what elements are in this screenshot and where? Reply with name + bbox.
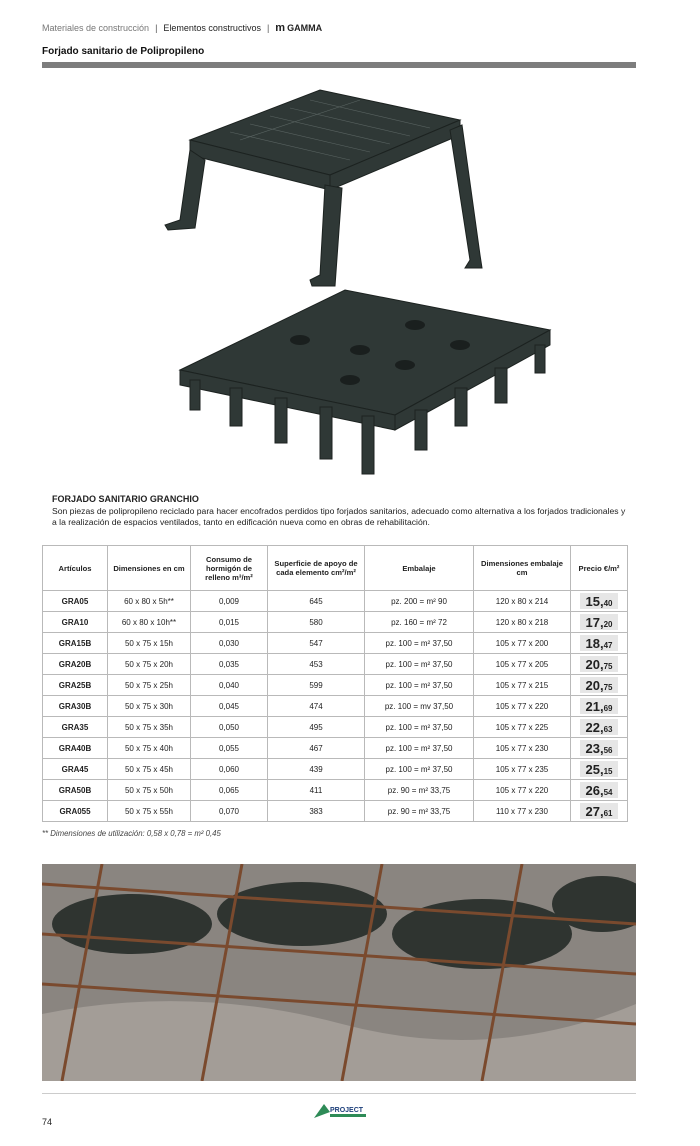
price-badge [580, 803, 619, 819]
logo-text: PROJECT [330, 1107, 364, 1114]
cell-articulo: GRA15B [43, 633, 108, 654]
project-logo [310, 1100, 372, 1122]
cell-precio [571, 801, 628, 822]
title-bar-divider [42, 62, 636, 68]
breadcrumb-section: Elementos constructivos [163, 23, 261, 33]
brand-name: GAMMA [287, 23, 323, 33]
tall-module-shape [165, 90, 482, 286]
cell-embalaje: pz. 100 = mv 37,50 [365, 696, 474, 717]
cell-precio [571, 738, 628, 759]
table-row [43, 717, 628, 738]
price-integer: 17, [585, 615, 604, 630]
cell-superficie: 439 [268, 759, 365, 780]
cell-embalaje: pz. 100 = m² 37,50 [365, 633, 474, 654]
cell-precio [571, 654, 628, 675]
price-integer: 22, [585, 720, 604, 735]
cell-dimensiones: 50 x 75 x 55h [108, 801, 191, 822]
cell-superficie: 411 [268, 780, 365, 801]
cell-articulo: GRA05 [43, 591, 108, 612]
cell-superficie: 495 [268, 717, 365, 738]
cell-superficie: 547 [268, 633, 365, 654]
brand-logo-icon: m [275, 22, 285, 34]
cell-dimensiones: 50 x 75 x 40h [108, 738, 191, 759]
cell-articulo: GRA10 [43, 612, 108, 633]
cell-superficie: 580 [268, 612, 365, 633]
cell-consumo: 0,030 [191, 633, 268, 654]
breadcrumb-category: Materiales de construcción [42, 23, 150, 33]
price-badge [580, 782, 619, 798]
price-decimal: 47 [603, 641, 613, 650]
page-number: 74 [42, 1117, 53, 1127]
cell-consumo: 0,050 [191, 717, 268, 738]
table-row [43, 612, 628, 633]
cell-articulo: GRA055 [43, 801, 108, 822]
price-integer: 18, [585, 636, 604, 651]
footer-divider [42, 1093, 636, 1094]
price-integer: 20, [585, 657, 604, 672]
col-consumo: Consumo de hormigón de relleno m³/m² [191, 546, 268, 591]
cell-embalaje: pz. 90 = m² 33,75 [365, 801, 474, 822]
wide-module-shape [180, 290, 550, 474]
price-integer: 25, [585, 762, 604, 777]
col-embalaje: Embalaje [365, 546, 474, 591]
cell-dim-embalaje: 105 x 77 x 235 [474, 759, 571, 780]
page-title: Forjado sanitario de Polipropileno [42, 46, 205, 57]
price-badge [580, 593, 619, 609]
price-integer: 23, [585, 741, 604, 756]
cell-articulo: GRA45 [43, 759, 108, 780]
price-decimal: 69 [603, 704, 613, 713]
price-decimal: 63 [603, 725, 613, 734]
product-photo [150, 80, 570, 485]
cell-dimensiones: 50 x 75 x 15h [108, 633, 191, 654]
cell-articulo: GRA40B [43, 738, 108, 759]
price-badge [580, 740, 619, 756]
cell-consumo: 0,009 [191, 591, 268, 612]
price-decimal: 75 [603, 662, 613, 671]
cell-consumo: 0,045 [191, 696, 268, 717]
cell-dim-embalaje: 105 x 77 x 220 [474, 780, 571, 801]
cell-dimensiones: 50 x 75 x 50h [108, 780, 191, 801]
cell-consumo: 0,055 [191, 738, 268, 759]
cell-superficie: 453 [268, 654, 365, 675]
description-text: Son piezas de polipropileno reciclado para hacer encofrados perdidos tipo forjados sanitarios, adecuado como alternativa a los forjados tradicionales y a la realización de espacios ventilados, tanto en edificación nueva como en obras de rehabilitación. [52, 505, 626, 527]
cell-consumo: 0,015 [191, 612, 268, 633]
cell-precio [571, 780, 628, 801]
cell-dim-embalaje: 110 x 77 x 230 [474, 801, 571, 822]
cell-consumo: 0,070 [191, 801, 268, 822]
price-badge [580, 698, 619, 714]
price-badge [580, 614, 619, 630]
cell-precio [571, 717, 628, 738]
price-badge [580, 761, 619, 777]
col-dim-embalaje: Dimensiones embalaje cm [474, 546, 571, 591]
breadcrumb-separator: | [266, 23, 270, 33]
cell-precio [571, 633, 628, 654]
price-integer: 21, [585, 699, 604, 714]
cell-superficie: 467 [268, 738, 365, 759]
col-precio: Precio €/m² [571, 546, 628, 591]
price-badge [580, 656, 619, 672]
cell-dim-embalaje: 105 x 77 x 215 [474, 675, 571, 696]
cell-dimensiones: 50 x 75 x 30h [108, 696, 191, 717]
cell-dimensiones: 50 x 75 x 45h [108, 759, 191, 780]
cell-superficie: 645 [268, 591, 365, 612]
cell-embalaje: pz. 100 = m² 37,50 [365, 759, 474, 780]
table-row [43, 696, 628, 717]
cell-superficie: 599 [268, 675, 365, 696]
price-decimal: 20 [603, 620, 613, 629]
cell-consumo: 0,065 [191, 780, 268, 801]
col-superficie: Superficie de apoyo de cada elemento cm²/m² [268, 546, 365, 591]
table-row [43, 759, 628, 780]
price-integer: 20, [585, 678, 604, 693]
price-integer: 15, [585, 594, 604, 609]
cell-superficie: 474 [268, 696, 365, 717]
table-row [43, 801, 628, 822]
cell-dim-embalaje: 120 x 80 x 218 [474, 612, 571, 633]
col-articulos: Artículos [43, 546, 108, 591]
cell-dim-embalaje: 105 x 77 x 220 [474, 696, 571, 717]
cell-articulo: GRA30B [43, 696, 108, 717]
col-dimensiones: Dimensiones en cm [108, 546, 191, 591]
cell-consumo: 0,060 [191, 759, 268, 780]
cell-embalaje: pz. 200 = m² 90 [365, 591, 474, 612]
description-heading: FORJADO SANITARIO GRANCHIO [52, 494, 199, 504]
product-description [52, 494, 632, 529]
table-row [43, 591, 628, 612]
table-row [43, 675, 628, 696]
cell-embalaje: pz. 100 = m² 37,50 [365, 717, 474, 738]
cell-dim-embalaje: 120 x 80 x 214 [474, 591, 571, 612]
breadcrumb [42, 22, 322, 34]
cell-dimensiones: 50 x 75 x 25h [108, 675, 191, 696]
price-badge [580, 719, 619, 735]
cell-consumo: 0,040 [191, 675, 268, 696]
cell-embalaje: pz. 100 = m² 37,50 [365, 738, 474, 759]
cell-consumo: 0,035 [191, 654, 268, 675]
cell-embalaje: pz. 100 = m² 37,50 [365, 654, 474, 675]
cell-dim-embalaje: 105 x 77 x 230 [474, 738, 571, 759]
cell-dimensiones: 60 x 80 x 10h** [108, 612, 191, 633]
cell-precio [571, 759, 628, 780]
cell-precio [571, 696, 628, 717]
price-decimal: 40 [603, 599, 613, 608]
price-table [42, 545, 628, 822]
table-header-row [43, 546, 628, 591]
cell-dim-embalaje: 105 x 77 x 205 [474, 654, 571, 675]
table-row [43, 780, 628, 801]
cell-precio [571, 612, 628, 633]
construction-site-photo [42, 864, 636, 1081]
cell-embalaje: pz. 160 = m² 72 [365, 612, 474, 633]
table-row [43, 654, 628, 675]
cell-articulo: GRA20B [43, 654, 108, 675]
cell-articulo: GRA35 [43, 717, 108, 738]
cell-precio [571, 675, 628, 696]
cell-embalaje: pz. 90 = m² 33,75 [365, 780, 474, 801]
price-integer: 26, [585, 783, 604, 798]
breadcrumb-separator: | [155, 23, 158, 33]
cell-superficie: 383 [268, 801, 365, 822]
cell-dimensiones: 60 x 80 x 5h** [108, 591, 191, 612]
cell-dim-embalaje: 105 x 77 x 225 [474, 717, 571, 738]
table-row [43, 738, 628, 759]
cell-articulo: GRA25B [43, 675, 108, 696]
price-badge [580, 677, 619, 693]
cell-embalaje: pz. 100 = m² 37,50 [365, 675, 474, 696]
cell-articulo: GRA50B [43, 780, 108, 801]
cell-dim-embalaje: 105 x 77 x 200 [474, 633, 571, 654]
price-decimal: 56 [603, 746, 613, 755]
cell-dimensiones: 50 x 75 x 35h [108, 717, 191, 738]
price-badge [580, 635, 619, 651]
cell-precio [571, 591, 628, 612]
price-decimal: 75 [603, 683, 613, 692]
cell-dimensiones: 50 x 75 x 20h [108, 654, 191, 675]
brand-gamma [275, 22, 322, 34]
price-decimal: 15 [603, 767, 613, 776]
table-row [43, 633, 628, 654]
price-decimal: 54 [603, 788, 613, 797]
footnote: ** Dimensiones de utilización: 0,58 x 0,78 = m² 0,45 [42, 829, 221, 838]
price-decimal: 61 [603, 809, 613, 818]
logo-leaf-icon [314, 1104, 330, 1118]
price-integer: 27, [585, 804, 604, 819]
